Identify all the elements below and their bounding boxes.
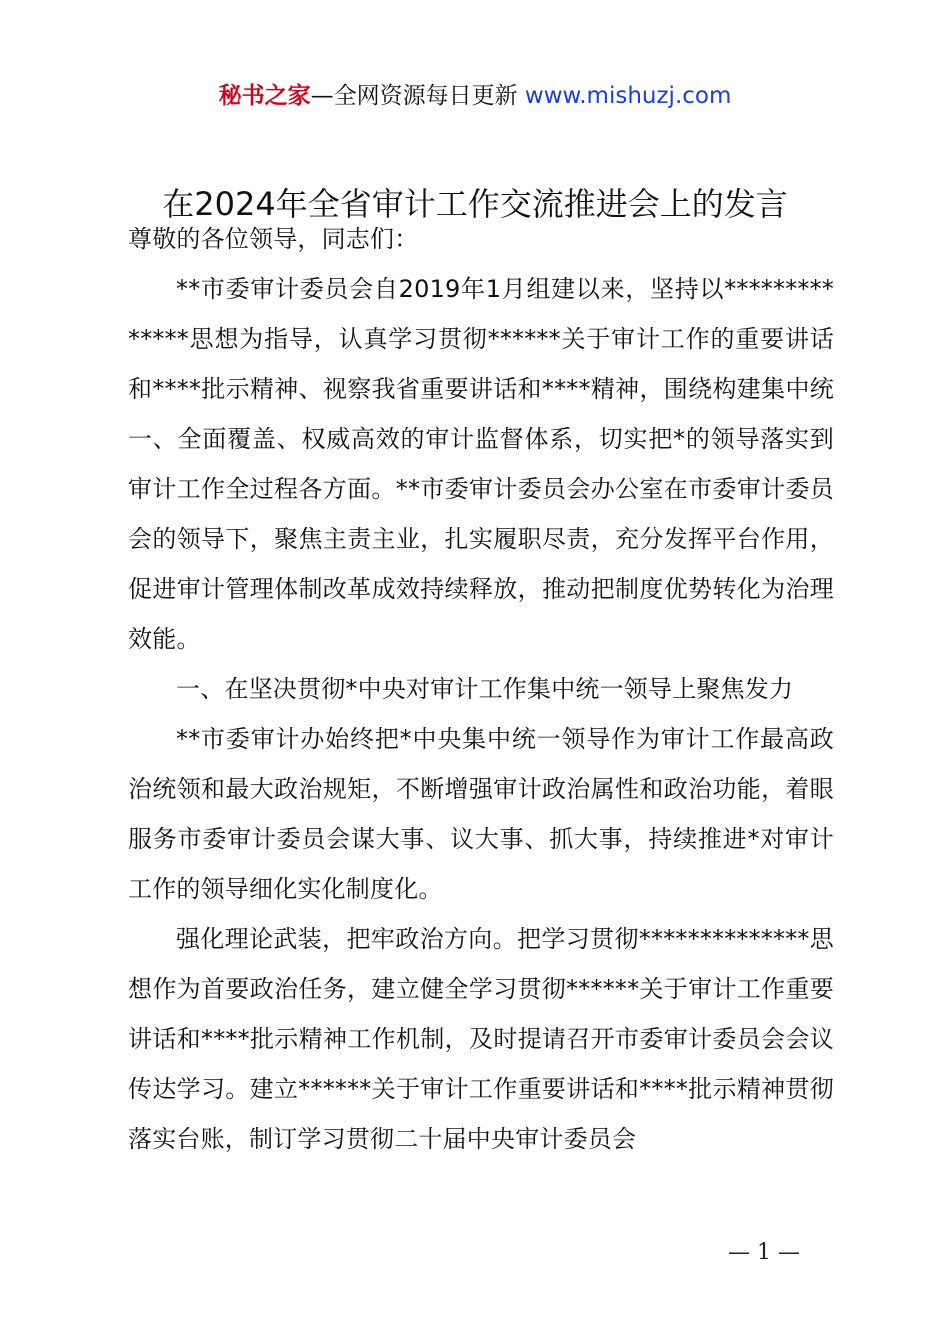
body-paragraph: **市委审计办始终把*中央集中统一领导作为审计工作最高政治统领和最大政治规矩，不断增强审计政治属性和政治功能，着眼服务市委审计委员会谋大事、议大事、抓大事，持续推进*对审计工作的领导细化实化制度化。 bbox=[128, 725, 834, 903]
site-url-link[interactable]: www.mishuzj.com bbox=[524, 83, 732, 109]
body-paragraph: 强化理论武装，把牢政治方向。把学习贯彻**************思想作为首要政治任务，建立健全学习贯彻******关于审计工作重要讲话和****批示精神工作机制，及时提请召开市委审计委员会会议传达学习。建立******关于审计工作重要讲话和****批示精神贯彻落实台账，制订学习贯彻二十届中央审计委员会 bbox=[128, 925, 834, 1153]
site-tagline: —全网资源每日更新 bbox=[310, 83, 525, 109]
document-body bbox=[128, 214, 834, 1164]
section-heading: 一、在坚决贯彻*中央对审计工作集中统一领导上聚焦发力 bbox=[176, 675, 794, 703]
site-header bbox=[0, 80, 950, 112]
site-brand: 秘书之家 bbox=[218, 83, 311, 109]
salutation: 尊敬的各位领导，同志们： bbox=[128, 225, 419, 253]
body-paragraph: **市委审计委员会自2019年1月组建以来，坚持以**************思想为指导，认真学习贯彻******关于审计工作的重要讲话和****批示精神、视察我省重要讲话和****精神，围绕构建集中统一、全面覆盖、权威高效的审计监督体系，切实把*的领导落实到审计工作全过程各方面。**市委审计委员会办公室在市委审计委员会的领导下，聚焦主责主业，扎实履职尽责，充分发挥平台作用，促进审计管理体制改革成效持续释放，推动把制度优势转化为治理效能。 bbox=[128, 275, 834, 653]
document-title: 在2024年全省审计工作交流推进会上的发言 bbox=[162, 185, 788, 223]
page-number: — 1 — bbox=[728, 1240, 800, 1265]
